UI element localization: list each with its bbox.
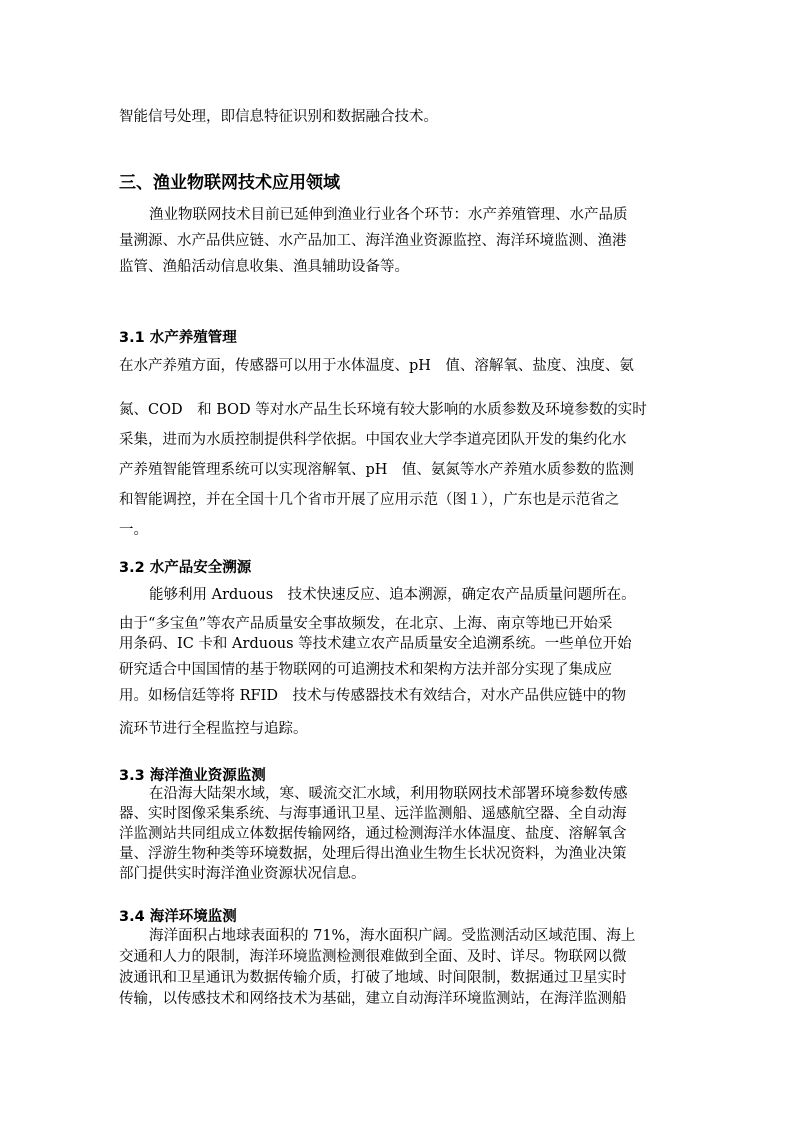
subsection-heading: 3.1 水产养殖管理 xyxy=(119,330,237,346)
paragraph-line: 用。如杨信廷等将 RFID 技术与传感器技术有效结合，对水产品供应链中的物 xyxy=(119,688,626,704)
paragraph-line: 渔业物联网技术目前已延伸到渔业行业各个环节：水产养殖管理、水产品质 xyxy=(149,207,628,223)
top-line: 智能信号处理，即信息特征识别和数据融合技术。 xyxy=(119,109,438,125)
paragraph-line: 研究适合中国国情的基于物联网的可追溯技术和架构方法并部分实现了集成应 xyxy=(119,662,612,678)
paragraph-line: 量、浮游生物种类等环境数据，处理后得出渔业生物生长状况资料，为渔业决策 xyxy=(119,846,627,862)
paragraph-line: 海洋面积占地球表面积的 71%，海水面积广阔。受监测活动区域范围、海上 xyxy=(149,928,636,944)
subsection-heading: 3.2 水产品安全溯源 xyxy=(119,560,252,576)
paragraph-line: 流环节进行全程监控与追踪。 xyxy=(119,721,308,737)
paragraph-line: 器、实时图像采集系统、与海事通讯卫星、远洋监测船、遥感航空器、全自动海 xyxy=(119,806,627,822)
paragraph-line: 部门提供实时海洋渔业资源状况信息。 xyxy=(119,866,366,882)
paragraph-line: 在沿海大陆架水域，寒、暖流交汇水域，利用物联网技术部署环境参数传感 xyxy=(149,786,628,802)
subsection-heading: 3.3 海洋渔业资源监测 xyxy=(119,768,266,784)
paragraph-line: 氮、COD 和 BOD 等对水产品生长环境有较大影响的水质参数及环境参数的实时 xyxy=(119,402,647,418)
paragraph-line: 洋监测站共同组成立体数据传输网络，通过检测海洋水体温度、盐度、溶解氧含 xyxy=(119,826,627,842)
paragraph-line: 交通和人力的限制，海洋环境监测检测很难做到全面、及时、详尽。物联网以微 xyxy=(119,949,627,965)
paragraph-line: 在水产养殖方面，传感器可以用于水体温度、pH 值、溶解氧、盐度、浊度、氨 xyxy=(119,358,634,374)
paragraph-line: 由于“多宝鱼”等农产品质量安全事故频发，在北京、上海、南京等地已开始采 xyxy=(119,616,613,632)
paragraph-line: 产养殖智能管理系统可以实现溶解氧、pH 值、氨氮等水产养殖水质参数的监测 xyxy=(119,462,634,478)
paragraph-line: 用条码、IC 卡和 Arduous 等技术建立农产品质量安全追溯系统。一些单位开始 xyxy=(119,636,632,652)
paragraph-line: 传输，以传感技术和网络技术为基础，建立自动海洋环境监测站，在海洋监测船 xyxy=(119,991,627,1007)
paragraph-line: 波通讯和卫星通讯为数据传输介质，打破了地域、时间限制，数据通过卫星实时 xyxy=(119,970,627,986)
paragraph-line: 采集，进而为水质控制提供科学依据。中国农业大学李道亮团队开发的集约化水 xyxy=(119,432,627,448)
subsection-heading: 3.4 海洋环境监测 xyxy=(119,909,237,925)
section-heading: 三、渔业物联网技术应用领域 xyxy=(119,173,340,193)
paragraph-line: 能够利用 Arduous 技术快速反应、追本溯源，确定农产品质量问题所在。 xyxy=(149,587,636,603)
paragraph-line: 和智能调控，并在全国十几个省市开展了应用示范（图１），广东也是示范省之 xyxy=(119,492,620,508)
paragraph-line: 监管、渔船活动信息收集、渔具辅助设备等。 xyxy=(119,259,409,275)
paragraph-line: 量溯源、水产品供应链、水产品加工、海洋渔业资源监控、海洋环境监测、渔港 xyxy=(119,233,627,249)
paragraph-line: 一。 xyxy=(119,522,148,538)
